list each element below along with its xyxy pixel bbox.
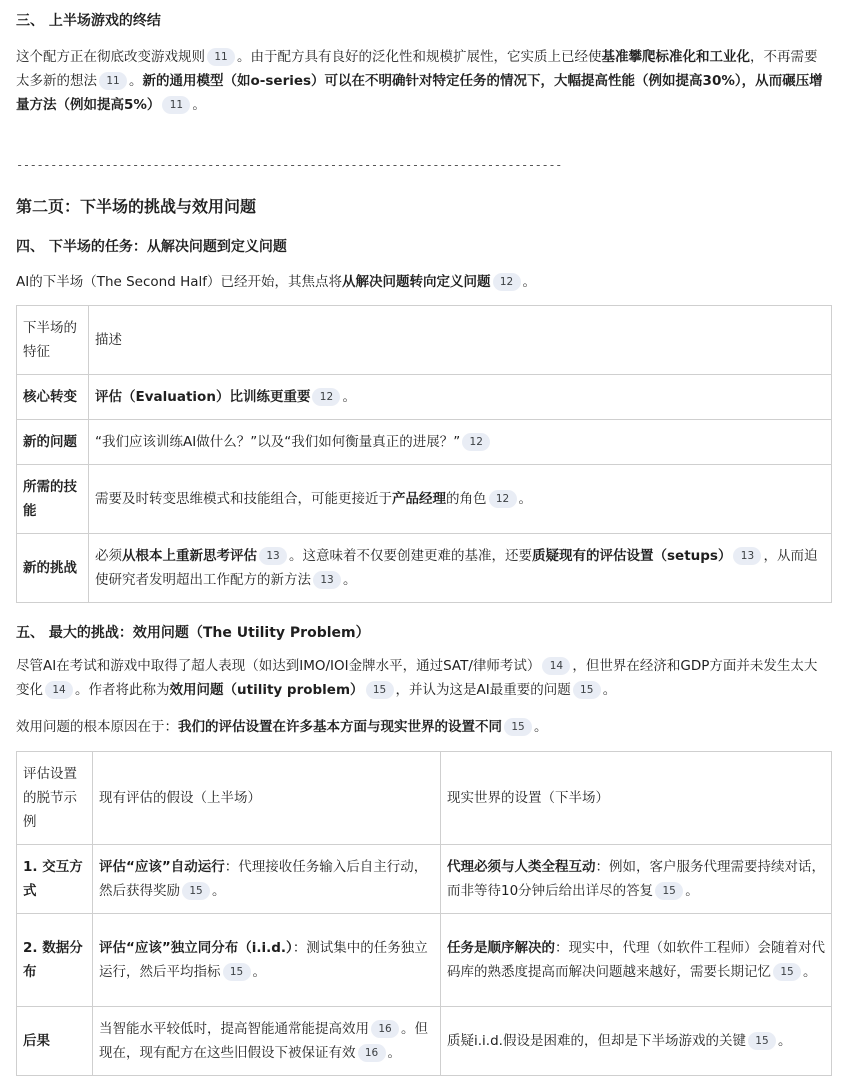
text: ，但世界在经济和GDP方面并未发生太大变化 — [16, 658, 818, 698]
bold-text: 产品经理 — [392, 491, 446, 507]
bold-text: 我们的评估设置在许多基本方面与现实世界的设置不同 — [178, 719, 502, 735]
row-description — [89, 465, 832, 534]
bold-text: 从根本上重新思考评估 — [122, 548, 257, 564]
row-label: 1. 交互方式 — [17, 845, 93, 914]
citation-badge[interactable]: 13 — [733, 547, 761, 565]
text: 这个配方正在彻底改变游戏规则 — [16, 49, 205, 65]
text: 效用问题的根本原因在于： — [16, 719, 178, 735]
citation-badge[interactable]: 12 — [489, 490, 517, 508]
text: 当智能水平较低时，提高智能通常能提高效用 — [99, 1021, 369, 1037]
citation-badge[interactable]: 15 — [223, 963, 251, 981]
text: ：代理接收任务输入后自主行动，然后获得奖励 — [99, 859, 428, 899]
assumption-cell — [93, 1007, 441, 1076]
citation-badge[interactable]: 13 — [313, 571, 341, 589]
section5-paragraph-2 — [16, 715, 828, 739]
table-header-cell: 评估设置的脱节示例 — [17, 752, 93, 845]
text: 必须 — [95, 548, 122, 564]
text: 。 — [777, 1033, 792, 1049]
section5-paragraph-1 — [16, 654, 828, 702]
table-row — [17, 465, 832, 534]
features-table — [16, 305, 832, 603]
text: 。 — [387, 1045, 401, 1061]
row-label: 后果 — [17, 1007, 93, 1076]
table-row — [17, 845, 832, 914]
assumption-cell — [93, 914, 441, 1007]
text: 的角色 — [446, 491, 487, 507]
bold-text: 基准攀爬标准化和工业化 — [601, 49, 750, 65]
table-header-cell: 下半场的特征 — [17, 306, 89, 375]
text: 尽管AI在考试和游戏中取得了超人表现（如达到IMO/IOI金牌水平，通过SAT/律师考试） — [16, 658, 541, 674]
citation-badge[interactable]: 12 — [312, 388, 340, 406]
row-label: 新的挑战 — [17, 534, 89, 603]
row-label: 核心转变 — [17, 375, 89, 420]
text: 质疑i.i.d.假设是困难的，但却是下半场游戏的关键 — [447, 1033, 746, 1049]
table-header-row — [17, 306, 832, 375]
text: ，并认为这是AI最重要的问题 — [395, 682, 571, 698]
divider-line: -------------------------------------------------------------------------------- — [16, 158, 562, 172]
reality-cell — [441, 1007, 832, 1076]
text: 。 — [342, 389, 356, 405]
text: 。 — [602, 682, 617, 698]
citation-badge[interactable]: 16 — [358, 1044, 386, 1062]
bold-text: 质疑现有的评估设置（setups） — [532, 548, 732, 564]
bold-text: 新的通用模型（如o-series）可以在不明确针对特定任务的情况下，大幅提高性能（例如提高30%），从而碾压增量方法（例如提高5%） — [16, 73, 823, 113]
citation-badge[interactable]: 11 — [99, 72, 127, 90]
table-header-cell: 现实世界的设置（下半场） — [441, 752, 832, 845]
text: 。 — [522, 274, 537, 290]
table-row — [17, 420, 832, 465]
text: ，从而迫使研究者发明超出工作配方的新方法 — [95, 548, 818, 588]
citation-badge[interactable]: 15 — [773, 963, 801, 981]
text: ：例如，客户服务代理需要持续对话，而非等待10分钟后给出详尽的答复 — [447, 859, 825, 899]
row-label: 2. 数据分布 — [17, 914, 93, 1007]
text: AI的下半场（The Second Half）已经开始，其焦点将 — [16, 274, 343, 290]
text: 。 — [129, 73, 143, 89]
text: ：测试集中的任务独立运行，然后平均指标 — [99, 940, 428, 980]
text: 。 — [343, 572, 357, 588]
table-row — [17, 1007, 832, 1076]
row-label: 新的问题 — [17, 420, 89, 465]
text: 。 — [685, 883, 699, 899]
bold-text: 代理必须与人类全程互动 — [447, 859, 596, 875]
text: 。但现在，现有配方在这些旧假设下被保证有效 — [99, 1021, 428, 1061]
assumption-cell — [93, 845, 441, 914]
citation-badge[interactable]: 13 — [259, 547, 287, 565]
row-description — [89, 534, 832, 603]
reality-cell — [441, 845, 832, 914]
text: 。 — [803, 964, 817, 980]
citation-badge[interactable]: 14 — [45, 681, 73, 699]
text: 。由于配方具有良好的泛化性和规模扩展性，它实质上已经使 — [237, 49, 602, 65]
text: 。 — [252, 964, 266, 980]
citation-badge[interactable]: 11 — [207, 48, 235, 66]
bold-text: 评估（Evaluation）比训练更重要 — [95, 389, 311, 405]
text: 。 — [518, 491, 532, 507]
citation-badge[interactable]: 15 — [366, 681, 394, 699]
section3-paragraph — [16, 45, 828, 117]
row-description — [89, 420, 832, 465]
bold-text: 从解决问题转向定义问题 — [342, 274, 491, 290]
bold-text: 任务是顺序解决的 — [447, 940, 555, 956]
citation-badge[interactable]: 12 — [493, 273, 521, 291]
table-header-cell: 描述 — [89, 306, 832, 375]
citation-badge[interactable]: 15 — [504, 718, 532, 736]
table-row — [17, 534, 832, 603]
text: 。作者将此称为 — [75, 682, 170, 698]
bold-text: 评估“应该”自动运行 — [99, 859, 225, 875]
table-row — [17, 914, 832, 1007]
citation-badge[interactable]: 15 — [655, 882, 683, 900]
bold-text: 评估“应该”独立同分布（i.i.d.） — [99, 940, 293, 956]
citation-badge[interactable]: 16 — [371, 1020, 399, 1038]
text: 。 — [192, 97, 206, 113]
citation-badge[interactable]: 15 — [748, 1032, 776, 1050]
section4-intro — [16, 270, 828, 294]
section4-heading: 四、 下半场的任务：从解决问题到定义问题 — [16, 239, 287, 255]
table-row — [17, 375, 832, 420]
bold-text: 效用问题（utility problem） — [169, 682, 364, 698]
page-title: 第二页：下半场的挑战与效用问题 — [16, 197, 257, 216]
row-label: 所需的技能 — [17, 465, 89, 534]
text: 。这意味着不仅要创建更难的基准，还要 — [289, 548, 532, 564]
text: 需要及时转变思维模式和技能组合，可能更接近于 — [95, 491, 392, 507]
text: ，不再需要太多新的想法 — [16, 49, 818, 89]
text: 。 — [534, 719, 548, 735]
table-header-cell: 现有评估的假设（上半场） — [93, 752, 441, 845]
section5-heading: 五、 最大的挑战：效用问题（The Utility Problem） — [16, 625, 370, 641]
section3-heading: 三、 上半场游戏的终结 — [16, 13, 161, 29]
reality-cell — [441, 914, 832, 1007]
text: ：现实中，代理（如软件工程师）会随着对代码库的熟悉度提高而解决问题越来越好，需要长期记忆 — [447, 940, 825, 980]
citation-badge[interactable]: 15 — [573, 681, 601, 699]
citation-badge[interactable]: 15 — [182, 882, 210, 900]
text: 。 — [212, 883, 226, 899]
citation-badge[interactable]: 14 — [542, 657, 570, 675]
citation-badge[interactable]: 11 — [162, 96, 190, 114]
table-header-row — [17, 752, 832, 845]
text: “我们应该训练AI做什么？”以及“我们如何衡量真正的进展？” — [95, 434, 461, 450]
citation-badge[interactable]: 12 — [462, 433, 490, 451]
row-description — [89, 375, 832, 420]
disconnect-table — [16, 751, 832, 1076]
